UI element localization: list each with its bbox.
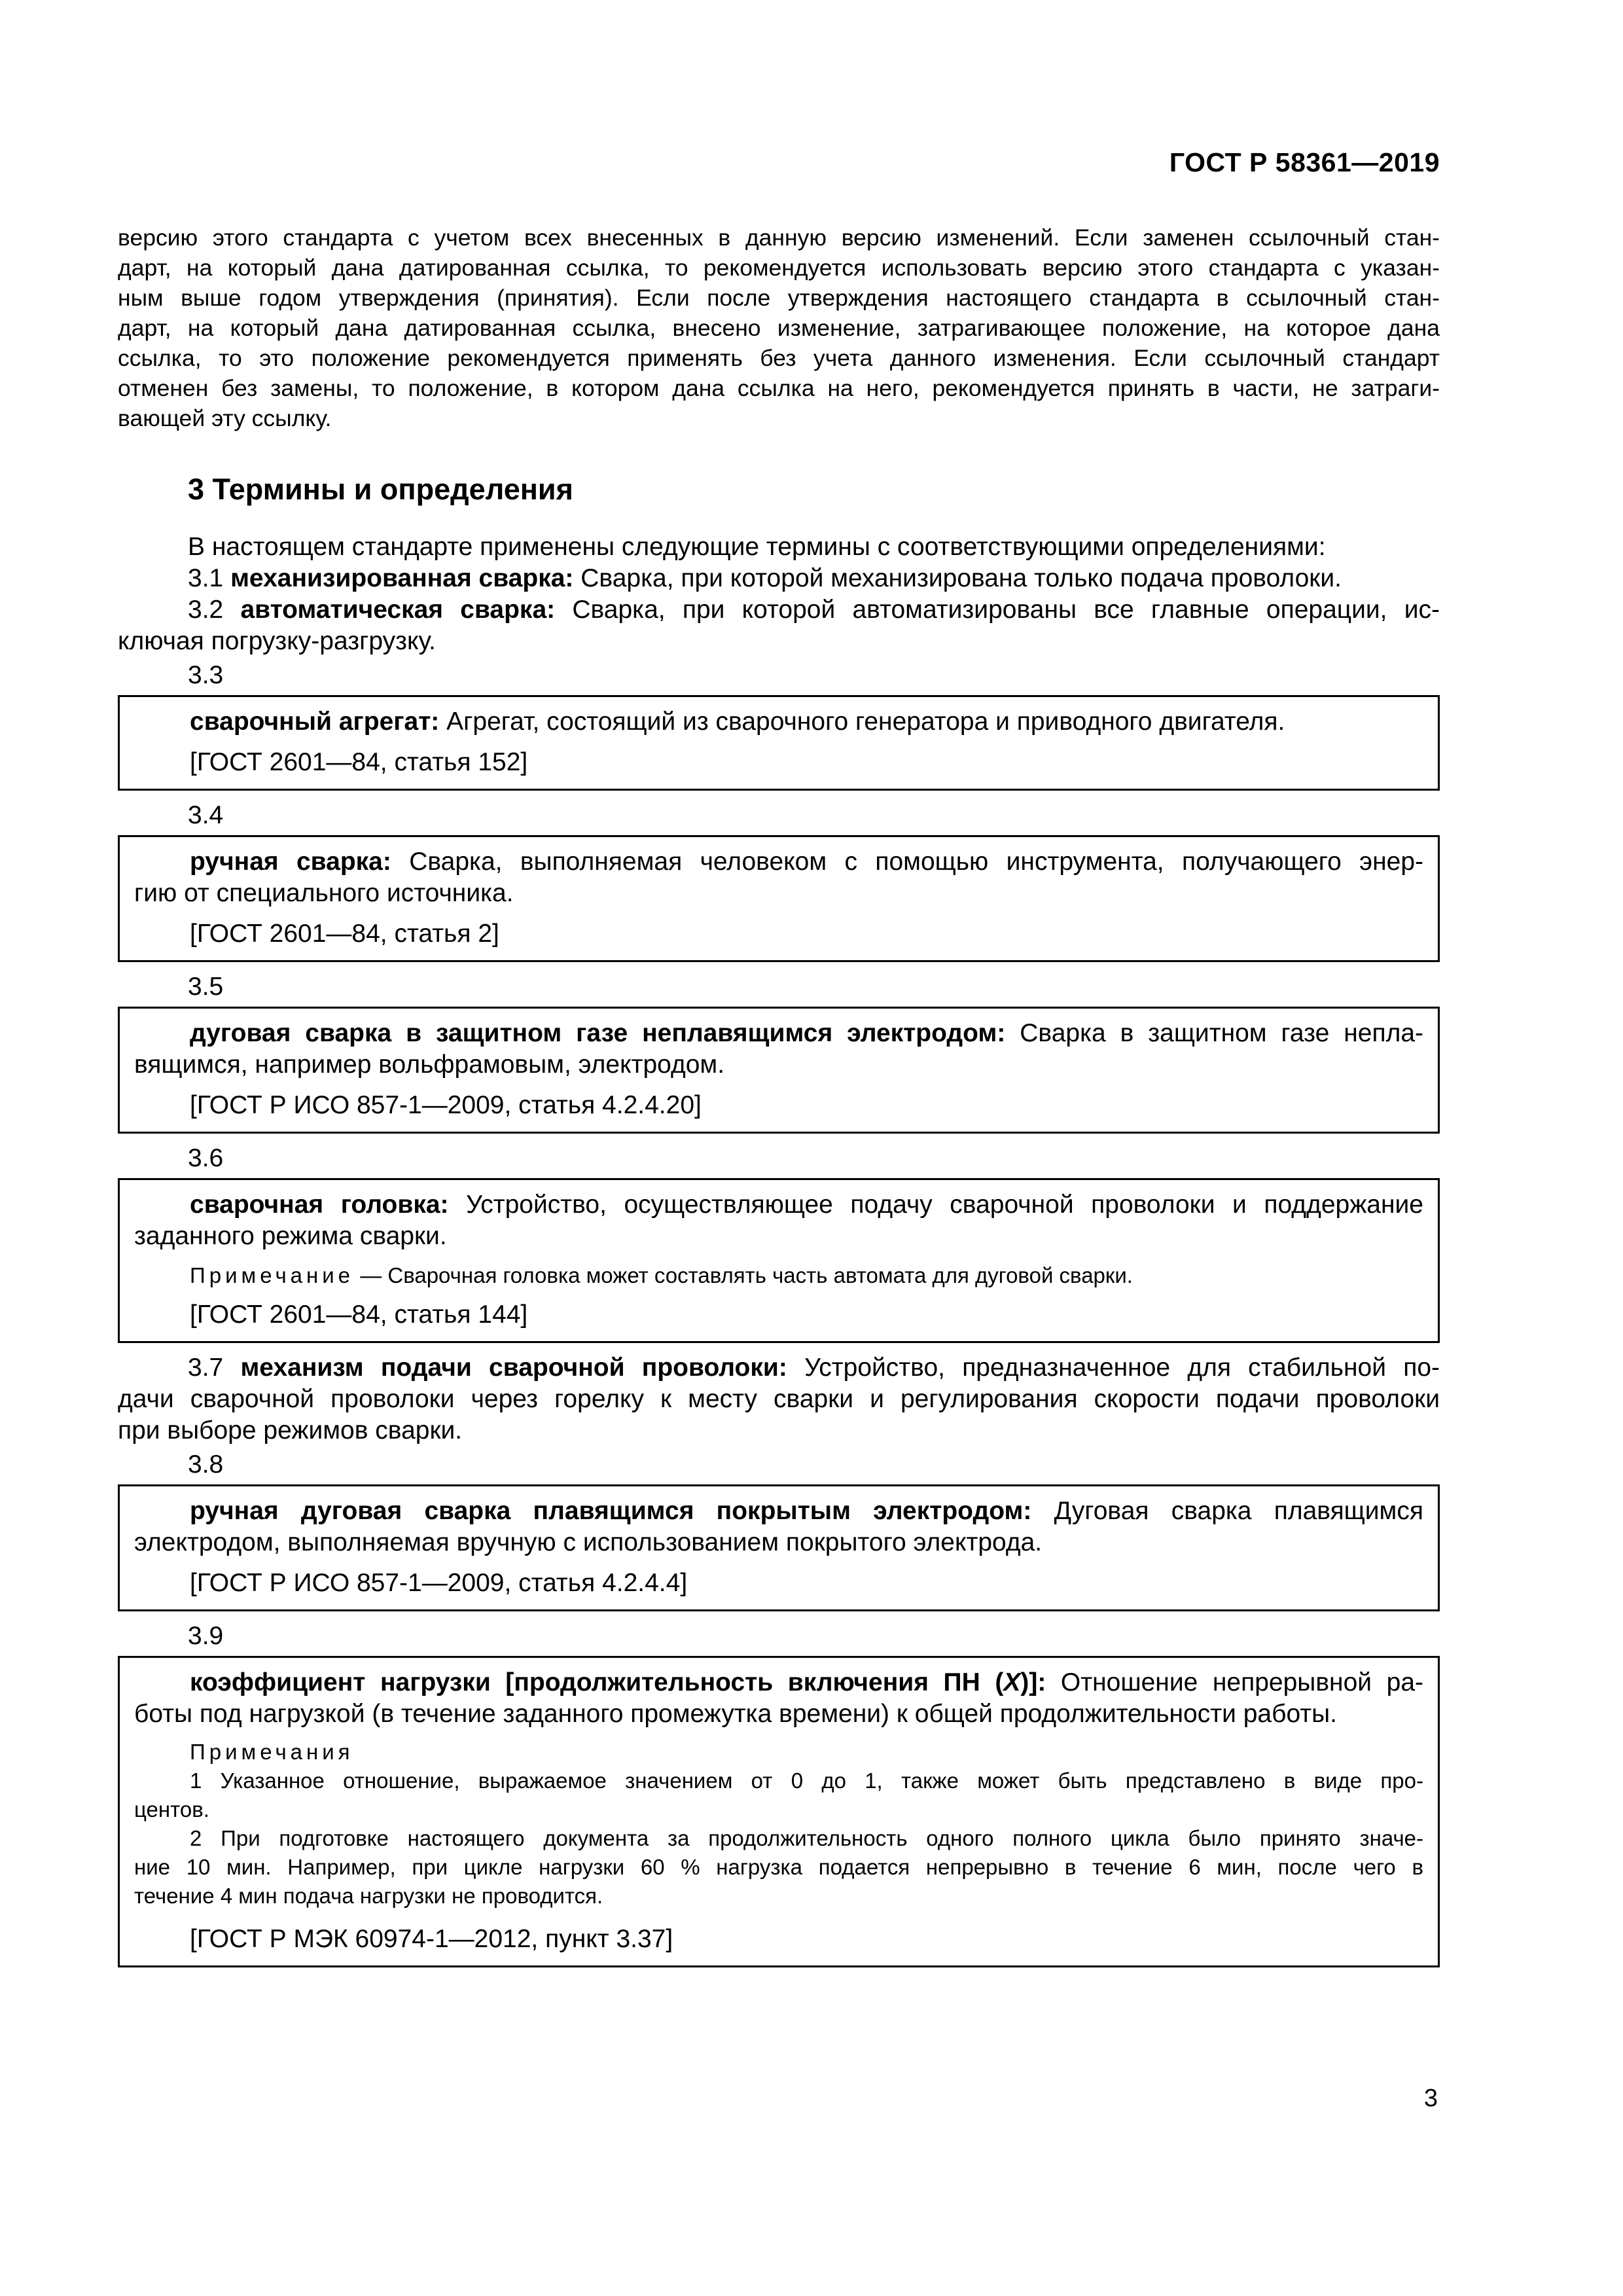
term-3-7: [118, 1352, 1440, 1446]
term-definition-cont: вящимся, например вольфрамовым, электродом.: [134, 1050, 725, 1079]
note-label: Примечание: [190, 1263, 355, 1287]
term-definition: [134, 1496, 1423, 1558]
term-definition-text: Агрегат, состоящий из сварочного генератора и приводного двигателя.: [446, 708, 1285, 736]
term-definition-cont: ключая погрузку-разгрузку.: [118, 627, 436, 655]
section-lead: В настоящем стандарте применены следующие термины с соответствующими определениями:: [188, 533, 1326, 561]
term-definition: Устройство, предназначенное для стабильной по-: [804, 1354, 1440, 1382]
term-variable: X: [1003, 1668, 1021, 1696]
term-source: [ГОСТ Р ИСО 857-1—2009, статья 4.2.4.4]: [190, 1569, 688, 1597]
note-line: центов.: [134, 1797, 209, 1821]
term-line: [118, 594, 1440, 626]
intro-line: отменен без замены, то положение, в котором дана ссылка на него, рекомендуется принять в части, не затраги-: [118, 375, 1440, 401]
term-source: [ГОСТ Р МЭК 60974-1—2012, пункт 3.37]: [190, 1925, 673, 1953]
term-line: [118, 1352, 1440, 1384]
term-title: механизированная сварка:: [230, 564, 574, 592]
term-note: [134, 1261, 1423, 1290]
section-heading: 3 Термины и определения: [188, 473, 573, 506]
intro-line: ссылка, то это положение рекомендуется применять без учета данного изменения. Если ссылочный стандарт: [118, 345, 1440, 371]
page-content: [118, 223, 1440, 1977]
term-definition-text: Сварка, выполняемая человеком с помощью инструмента, получающего энер-: [409, 848, 1423, 876]
term-definition-cont: дачи сварочной проволоки через горелку к месту сварки и регулирования скорости подачи проволоки: [118, 1385, 1440, 1413]
term-box-3-9: [118, 1656, 1440, 1967]
term-source: [ГОСТ 2601—84, статья 152]: [190, 748, 528, 776]
note-line: течение 4 мин подача нагрузки не проводится.: [134, 1884, 603, 1908]
intro-line: версию этого стандарта с учетом всех внесенных в данную версию изменений. Если заменен ссылочный стан-: [118, 224, 1440, 251]
term-source: [ГОСТ 2601—84, статья 144]: [190, 1300, 528, 1329]
term-line: [134, 846, 1423, 878]
term-definition-cont: при выборе режимов сварки.: [118, 1416, 463, 1444]
term-number: 3.5: [188, 973, 224, 1001]
term-number: 3.3: [188, 661, 224, 689]
notes-title: Примечания: [190, 1740, 354, 1764]
note-line: 2 При подготовке настоящего документа за продолжительность одного полного цикла было принято значе-: [190, 1826, 1423, 1850]
term-title: ручная сварка:: [190, 848, 391, 876]
term-3-1: [118, 563, 1440, 594]
term-definition: [134, 1667, 1423, 1730]
term-title: механизм подачи сварочной проволоки:: [240, 1354, 787, 1382]
term-box-3-4: [118, 835, 1440, 962]
term-definition-text: Устройство, осуществляющее подачу сварочной проволоки и поддержание: [466, 1191, 1423, 1219]
term-definition: [134, 846, 1423, 909]
term-number: 3.8: [188, 1450, 224, 1479]
term-box-3-3: [118, 695, 1440, 791]
term-definition-cont: заданного режима сварки.: [134, 1222, 447, 1250]
term-box-3-6: [118, 1178, 1440, 1343]
term-definition-cont: гию от специального источника.: [134, 879, 514, 907]
term-definition: [134, 1018, 1423, 1081]
term-number: 3.6: [188, 1144, 224, 1172]
term-number: 3.9: [188, 1622, 224, 1650]
term-title: ручная дуговая сварка плавящимся покрытым электродом:: [190, 1497, 1032, 1525]
term-definition: Сварка, при которой автоматизированы все главные операции, ис-: [572, 596, 1440, 624]
term-box-3-5: [118, 1007, 1440, 1134]
note-line: ние 10 мин. Например, при цикле нагрузки 60 % нагрузка подается непрерывно в течение 6 мин, после чего в: [134, 1855, 1423, 1879]
intro-line: вающей эту ссылку.: [118, 405, 332, 431]
term-line: [134, 1496, 1423, 1527]
term-note-2: [134, 1824, 1423, 1910]
term-source: [ГОСТ Р ИСО 857-1—2009, статья 4.2.4.20]: [190, 1091, 702, 1119]
term-number: 3.2: [188, 596, 224, 624]
term-title: сварочная головка:: [190, 1191, 449, 1219]
page-number: 3: [1423, 2085, 1438, 2112]
intro-line: дарт, на который дана датированная ссылка, то рекомендуется использовать версию этого стандарта с указан-: [118, 255, 1440, 281]
intro-paragraph: [118, 223, 1440, 433]
document-code: ГОСТ Р 58361—2019: [1169, 147, 1440, 177]
term-definition: [134, 706, 1423, 738]
term-definition-cont: электродом, выполняемая вручную с использованием покрытого электрода.: [134, 1528, 1043, 1556]
term-definition-text: Сварка в защитном газе непла-: [1020, 1019, 1423, 1047]
term-box-3-8: [118, 1484, 1440, 1611]
intro-line: дарт, на который дана датированная ссылка, внесено изменение, затрагивающее положение, на которое дана: [118, 315, 1440, 341]
term-note-1: [134, 1767, 1423, 1824]
term-definition-text: Дуговая сварка плавящимся: [1054, 1497, 1423, 1525]
term-line: [134, 1189, 1423, 1221]
term-title: сварочный агрегат:: [190, 708, 440, 736]
term-definition-cont: боты под нагрузкой (в течение заданного промежутка времени) к общей продолжительности работы.: [134, 1700, 1338, 1728]
term-title: коэффициент нагрузки [продолжительность включения ПН (X)]:: [190, 1668, 1046, 1696]
term-number: 3.4: [188, 801, 224, 829]
term-line: [134, 1667, 1423, 1698]
term-definition: Сварка, при которой механизирована только подача проволоки.: [580, 564, 1342, 592]
note-line: 1 Указанное отношение, выражаемое значением от 0 до 1, также может быть представлено в виде про-: [190, 1768, 1423, 1793]
term-line: [134, 1018, 1423, 1049]
intro-line: ным выше годом утверждения (принятия). Если после утверждения настоящего стандарта в ссылочный стан-: [118, 285, 1440, 311]
term-title: автоматическая сварка:: [240, 596, 556, 624]
term-source: [ГОСТ 2601—84, статья 2]: [190, 920, 499, 948]
term-number: 3.1: [188, 564, 224, 592]
term-definition: [134, 1189, 1423, 1252]
term-title: дуговая сварка в защитном газе неплавящимся электродом:: [190, 1019, 1006, 1047]
term-definition-text: Отношение непрерывной ра-: [1060, 1668, 1423, 1696]
note-text: — Сварочная головка может составлять часть автомата для дуговой сварки.: [360, 1263, 1133, 1287]
term-3-2: [118, 594, 1440, 657]
term-number: 3.7: [188, 1354, 224, 1382]
